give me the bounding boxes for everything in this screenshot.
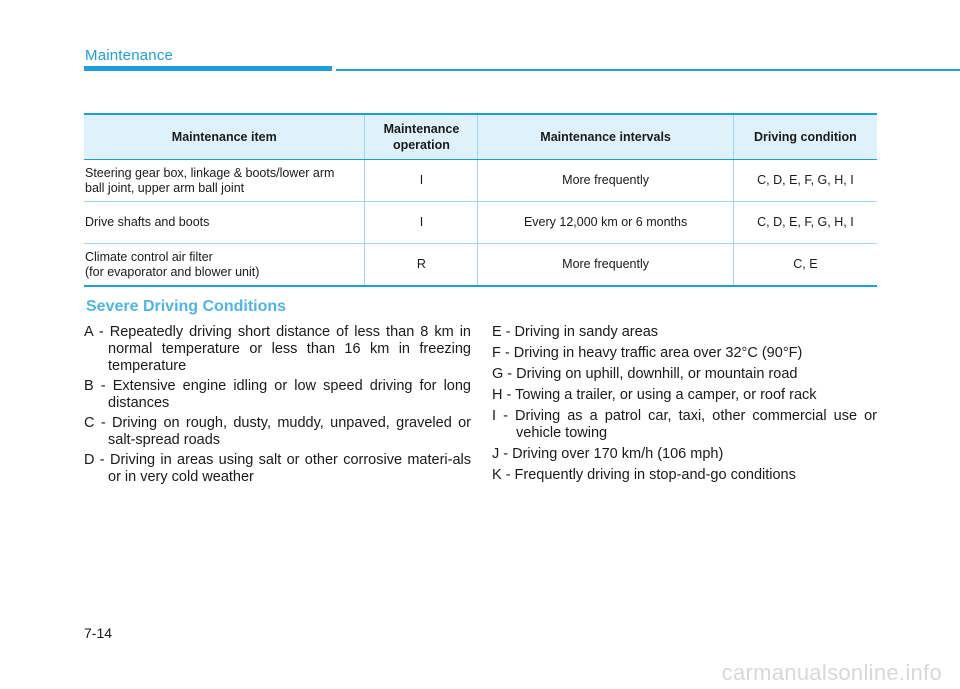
header-rule-thick xyxy=(84,66,332,71)
col-header-maintenance-intervals: Maintenance intervals xyxy=(478,114,733,160)
condition-b: B - Extensive engine idling or low speed driving for long distances xyxy=(84,378,471,411)
condition-a: A - Repeatedly driving short distance of less than 8 km in normal temperature or less than 16 km in freezing temperature xyxy=(84,324,471,374)
watermark: carmanualsonline.info xyxy=(721,660,942,685)
cell-maintenance-item: Steering gear box, linkage & boots/lower arm ball joint, upper arm ball joint xyxy=(84,160,365,202)
maintenance-table xyxy=(84,113,877,287)
condition-g: G - Driving on uphill, downhill, or mountain road xyxy=(492,366,798,382)
section-title: Maintenance xyxy=(85,47,174,64)
condition-h: H - Towing a trailer, or using a camper, or roof rack xyxy=(492,387,817,403)
col-header-maintenance-item: Maintenance item xyxy=(84,114,365,160)
cell-condition: C, E xyxy=(733,244,877,287)
conditions-left-column xyxy=(84,324,471,489)
condition-k: K - Frequently driving in stop-and-go conditions xyxy=(492,467,796,483)
col-header-driving-condition: Driving condition xyxy=(733,114,877,160)
header-rule-thin xyxy=(336,69,960,71)
cell-maintenance-item: Climate control air filter (for evaporator and blower unit) xyxy=(84,244,365,287)
cell-condition: C, D, E, F, G, H, I xyxy=(733,202,877,244)
cell-operation: R xyxy=(365,244,478,287)
severe-conditions-heading: Severe Driving Conditions xyxy=(86,298,287,315)
conditions-right-column xyxy=(492,324,877,488)
condition-j: J - Driving over 170 km/h (106 mph) xyxy=(492,446,724,462)
table-row xyxy=(84,202,877,244)
cell-operation: I xyxy=(365,160,478,202)
table-row xyxy=(84,244,877,287)
table-header-row xyxy=(84,114,877,160)
cell-operation: I xyxy=(365,202,478,244)
col-header-maintenance-operation: Maintenance operation xyxy=(365,114,478,160)
condition-i: I - Driving as a patrol car, taxi, other commercial use or vehicle towing xyxy=(492,408,877,441)
cell-condition: C, D, E, F, G, H, I xyxy=(733,160,877,202)
cell-interval: More frequently xyxy=(478,244,733,287)
condition-d: D - Driving in areas using salt or other corrosive materi-als or in very cold weather xyxy=(84,452,471,485)
cell-interval: Every 12,000 km or 6 months xyxy=(478,202,733,244)
page-number: 7-14 xyxy=(84,625,113,641)
table-row xyxy=(84,160,877,202)
condition-c: C - Driving on rough, dusty, muddy, unpaved, graveled or salt-spread roads xyxy=(84,415,471,448)
cell-maintenance-item: Drive shafts and boots xyxy=(84,202,365,244)
condition-f: F - Driving in heavy traffic area over 32°C (90°F) xyxy=(492,345,803,361)
cell-interval: More frequently xyxy=(478,160,733,202)
condition-e: E - Driving in sandy areas xyxy=(492,324,659,340)
